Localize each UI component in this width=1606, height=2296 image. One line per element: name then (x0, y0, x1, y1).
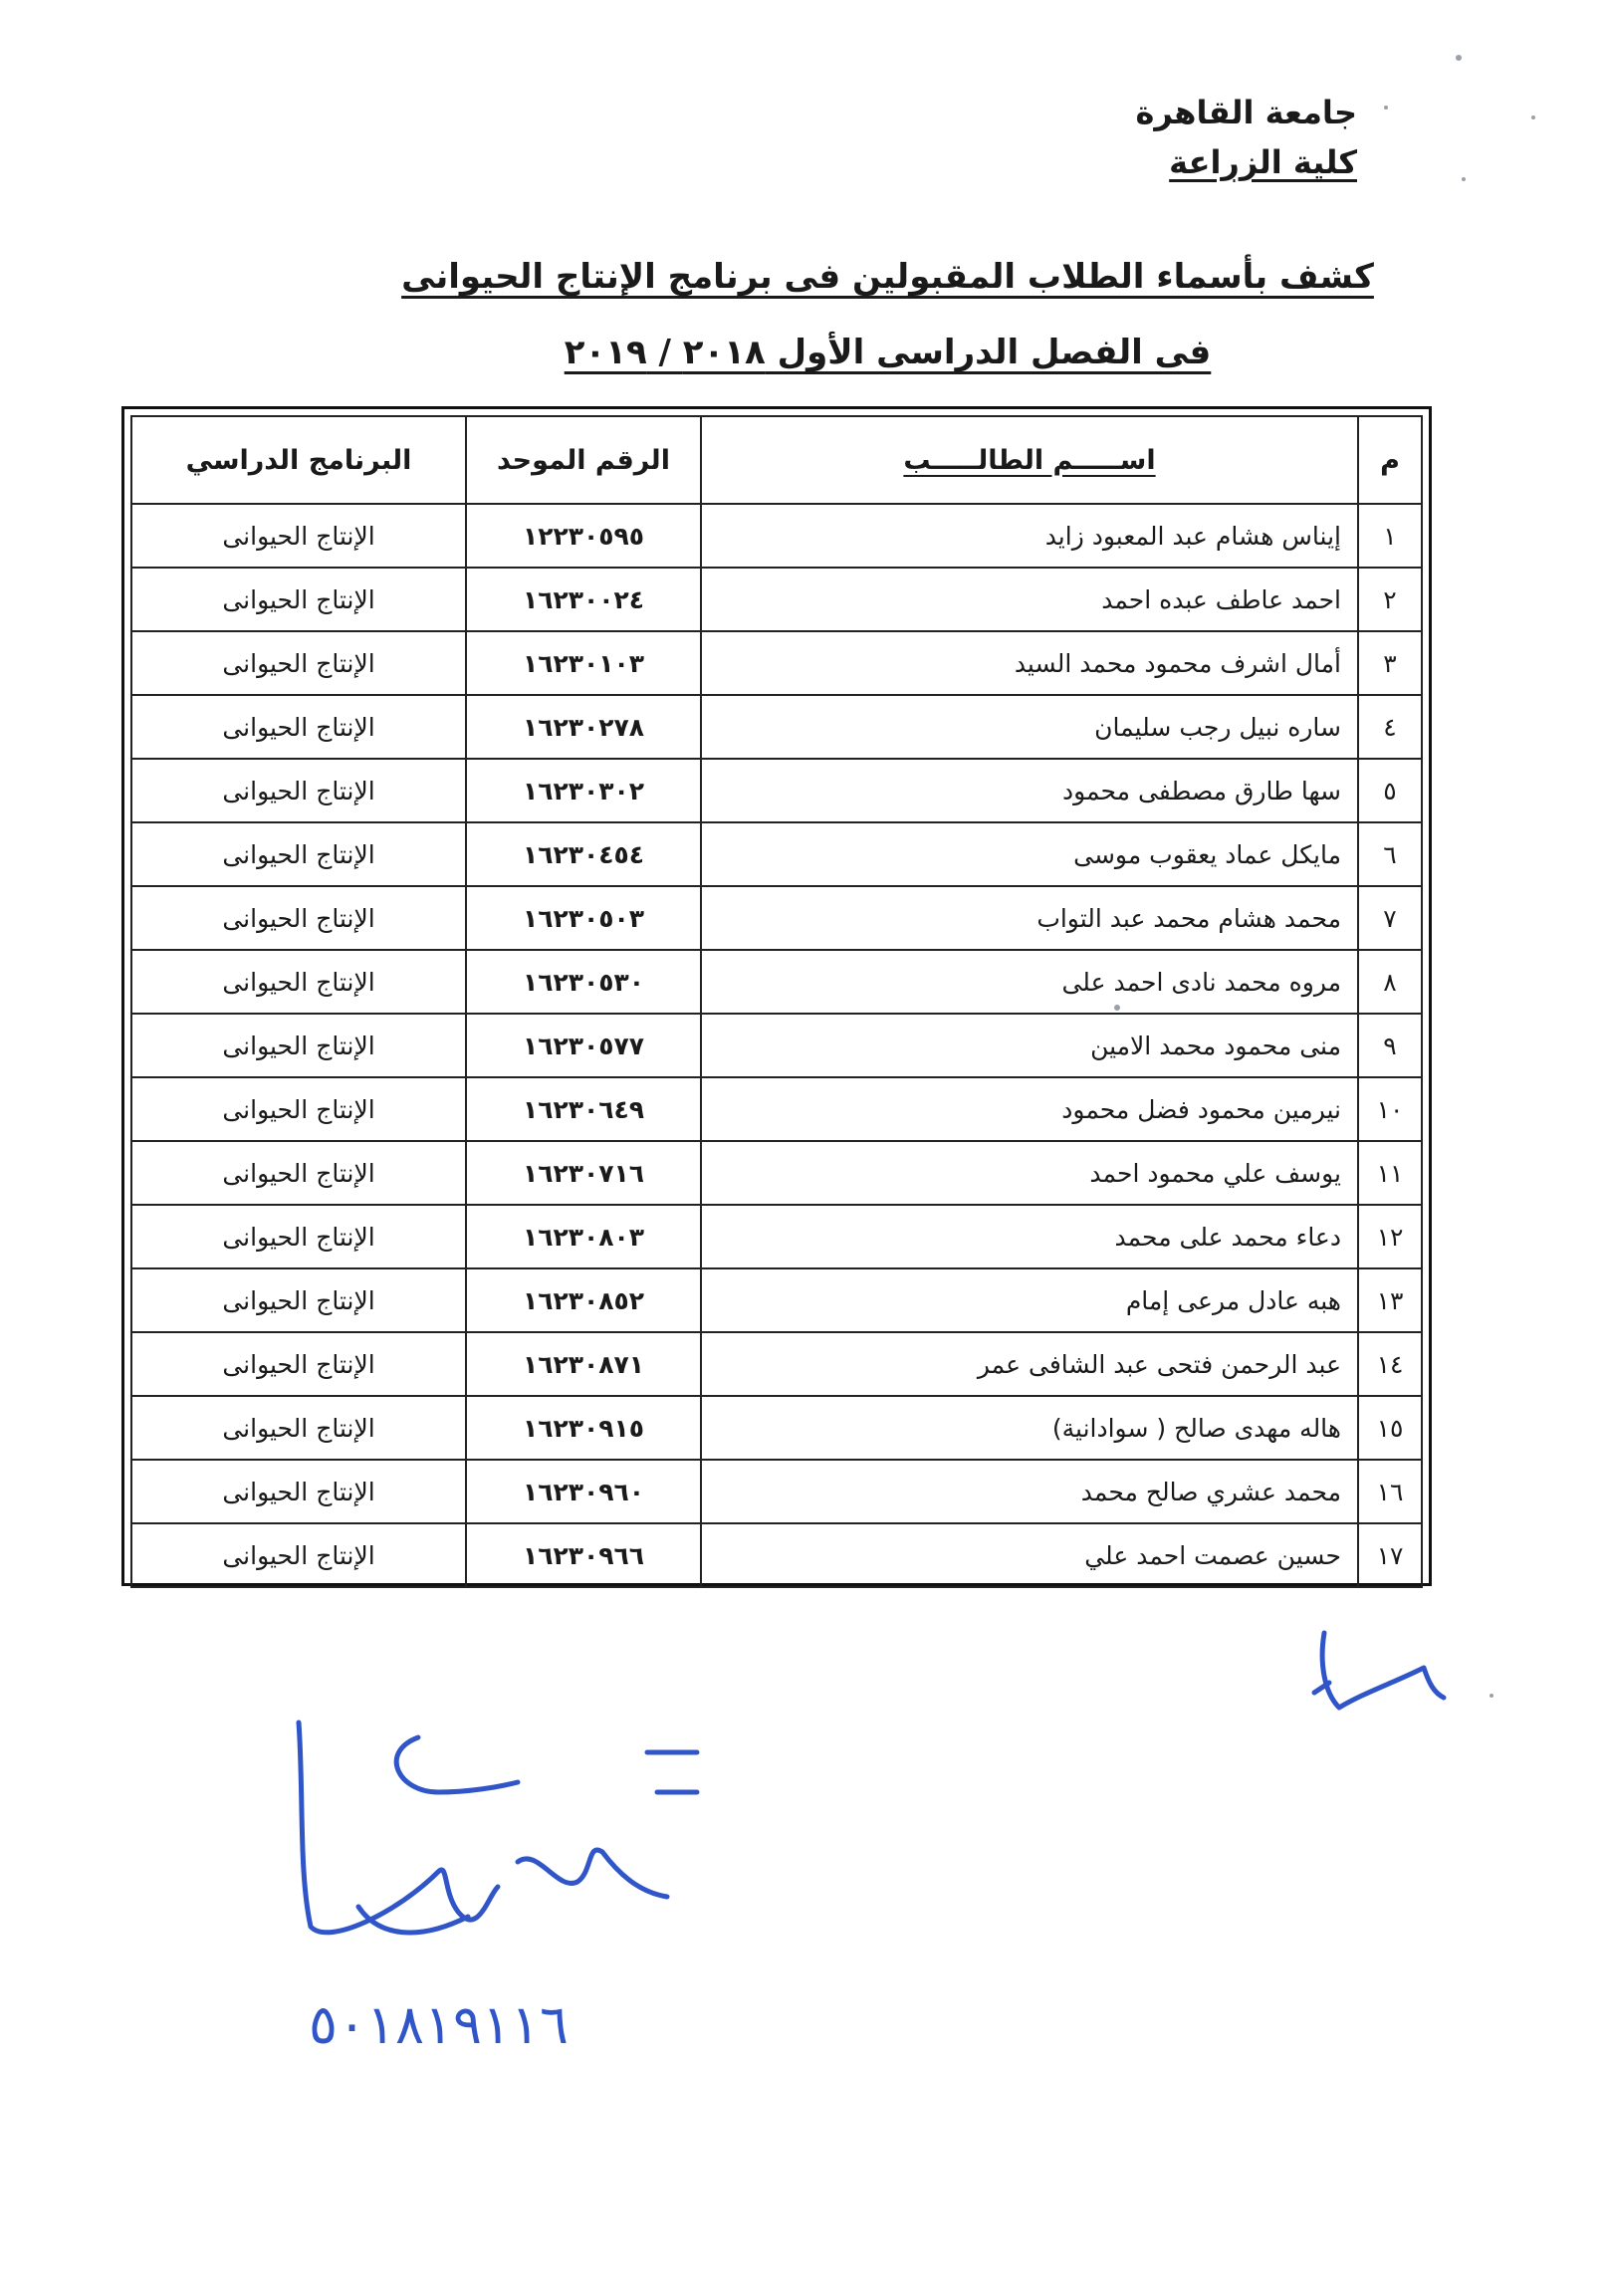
row-unified-id: ١٦٢٣٠٩٦٠ (466, 1460, 701, 1523)
header-program: البرنامج الدراسي (131, 416, 466, 504)
document-title: كشف بأسماء الطلاب المقبولين فى برنامج الإنتاج الحيوانى (401, 257, 1374, 297)
handwritten-signature (299, 1633, 1444, 1933)
row-student-name: أمال اشرف محمود محمد السيد (701, 631, 1358, 695)
row-student-name: مايكل عماد يعقوب موسى (701, 822, 1358, 886)
row-unified-id: ١٦٢٣٠٩١٥ (466, 1396, 701, 1460)
table-row (131, 504, 1422, 568)
header-unified-id: الرقم الموحد (466, 416, 701, 504)
row-unified-id: ١٦٢٣٠٨٠٣ (466, 1205, 701, 1268)
row-program: الإنتاج الحيوانى (131, 1141, 466, 1205)
row-student-name: حسين عصمت احمد علي (701, 1523, 1358, 1587)
row-serial: ٣ (1358, 631, 1422, 695)
table-row (131, 1077, 1422, 1141)
row-unified-id: ١٦٢٣٠٩٦٦ (466, 1523, 701, 1587)
row-serial: ١٥ (1358, 1396, 1422, 1460)
row-student-name: مروه محمد نادى احمد على (701, 950, 1358, 1014)
row-student-name: يوسف علي محمود احمد (701, 1141, 1358, 1205)
row-student-name: إيناس هشام عبد المعبود زايد (701, 504, 1358, 568)
row-unified-id: ١٦٢٣٠٣٠٢ (466, 759, 701, 822)
row-serial: ١٣ (1358, 1268, 1422, 1332)
row-program: الإنتاج الحيوانى (131, 759, 466, 822)
row-program: الإنتاج الحيوانى (131, 1268, 466, 1332)
students-table-frame (121, 406, 1432, 1586)
row-student-name: هبه عادل مرعى إمام (701, 1268, 1358, 1332)
row-unified-id: ١٦٢٣٠٧١٦ (466, 1141, 701, 1205)
row-unified-id: ١٦٢٣٠٢٧٨ (466, 695, 701, 759)
table-row (131, 1460, 1422, 1523)
row-unified-id: ١٦٢٣٠٤٥٤ (466, 822, 701, 886)
row-program: الإنتاج الحيوانى (131, 504, 466, 568)
row-program: الإنتاج الحيوانى (131, 695, 466, 759)
row-program: الإنتاج الحيوانى (131, 822, 466, 886)
row-serial: ٥ (1358, 759, 1422, 822)
table-row (131, 568, 1422, 631)
row-serial: ١٢ (1358, 1205, 1422, 1268)
row-program: الإنتاج الحيوانى (131, 1205, 466, 1268)
table-row (131, 1014, 1422, 1077)
row-unified-id: ١٦٢٣٠١٠٣ (466, 631, 701, 695)
row-student-name: سها طارق مصطفى محمود (701, 759, 1358, 822)
row-unified-id: ١٦٢٣٠٨٥٢ (466, 1268, 701, 1332)
row-student-name: محمد هشام محمد عبد التواب (701, 886, 1358, 950)
row-serial: ١٤ (1358, 1332, 1422, 1396)
table-row (131, 822, 1422, 886)
row-program: الإنتاج الحيوانى (131, 1332, 466, 1396)
row-serial: ٢ (1358, 568, 1422, 631)
row-student-name: دعاء محمد على محمد (701, 1205, 1358, 1268)
row-program: الإنتاج الحيوانى (131, 1077, 466, 1141)
row-serial: ٦ (1358, 822, 1422, 886)
row-program: الإنتاج الحيوانى (131, 1460, 466, 1523)
row-serial: ١٧ (1358, 1523, 1422, 1587)
row-student-name: عبد الرحمن فتحى عبد الشافى عمر (701, 1332, 1358, 1396)
table-row (131, 1523, 1422, 1587)
row-serial: ٩ (1358, 1014, 1422, 1077)
university-name: جامعة القاهرة (1135, 94, 1357, 131)
row-program: الإنتاج الحيوانى (131, 568, 466, 631)
row-unified-id: ١٦٢٣٠٦٤٩ (466, 1077, 701, 1141)
row-program: الإنتاج الحيوانى (131, 1396, 466, 1460)
header-student-name: اســـــم الطالـــــب (701, 416, 1358, 504)
document-titles (0, 255, 1606, 374)
row-student-name: نيرمين محمود فضل محمود (701, 1077, 1358, 1141)
row-program: الإنتاج الحيوانى (131, 1523, 466, 1587)
row-serial: ٧ (1358, 886, 1422, 950)
row-serial: ١٦ (1358, 1460, 1422, 1523)
table-row (131, 1268, 1422, 1332)
table-row (131, 1205, 1422, 1268)
table-row (131, 950, 1422, 1014)
row-serial: ١ (1358, 504, 1422, 568)
row-student-name: محمد عشري صالح محمد (701, 1460, 1358, 1523)
row-student-name: احمد عاطف عبده احمد (701, 568, 1358, 631)
row-serial: ٨ (1358, 950, 1422, 1014)
row-unified-id: ١٢٢٣٠٥٩٥ (466, 504, 701, 568)
row-unified-id: ١٦٢٣٠٥٣٠ (466, 950, 701, 1014)
table-row (131, 759, 1422, 822)
table-body (131, 504, 1422, 1587)
row-serial: ١١ (1358, 1141, 1422, 1205)
table-row (131, 1332, 1422, 1396)
row-student-name: هاله مهدى صالح ( سوادانية) (701, 1396, 1358, 1460)
table-row (131, 1396, 1422, 1460)
table-row (131, 631, 1422, 695)
table-row (131, 1141, 1422, 1205)
table-header-row (131, 416, 1422, 504)
row-unified-id: ١٦٢٣٠٥٠٣ (466, 886, 701, 950)
faculty-name: كلية الزراعة (1169, 143, 1357, 181)
row-unified-id: ١٦٢٣٠٠٢٤ (466, 568, 701, 631)
header-serial: م (1358, 416, 1422, 504)
row-program: الإنتاج الحيوانى (131, 631, 466, 695)
table-row (131, 886, 1422, 950)
row-program: الإنتاج الحيوانى (131, 950, 466, 1014)
students-table (130, 415, 1423, 1588)
row-program: الإنتاج الحيوانى (131, 886, 466, 950)
handwritten-phone-number: ٥٠١٨١٩١١٦ (309, 1993, 570, 2056)
table-row (131, 695, 1422, 759)
row-student-name: ساره نبيل رجب سليمان (701, 695, 1358, 759)
row-serial: ٤ (1358, 695, 1422, 759)
row-unified-id: ١٦٢٣٠٨٧١ (466, 1332, 701, 1396)
document-subtitle: فى الفصل الدراسى الأول ٢٠١٨ / ٢٠١٩ (564, 333, 1212, 372)
row-unified-id: ١٦٢٣٠٥٧٧ (466, 1014, 701, 1077)
institution-header (1135, 88, 1357, 187)
row-program: الإنتاج الحيوانى (131, 1014, 466, 1077)
row-student-name: منى محمود محمد الامين (701, 1014, 1358, 1077)
row-serial: ١٠ (1358, 1077, 1422, 1141)
